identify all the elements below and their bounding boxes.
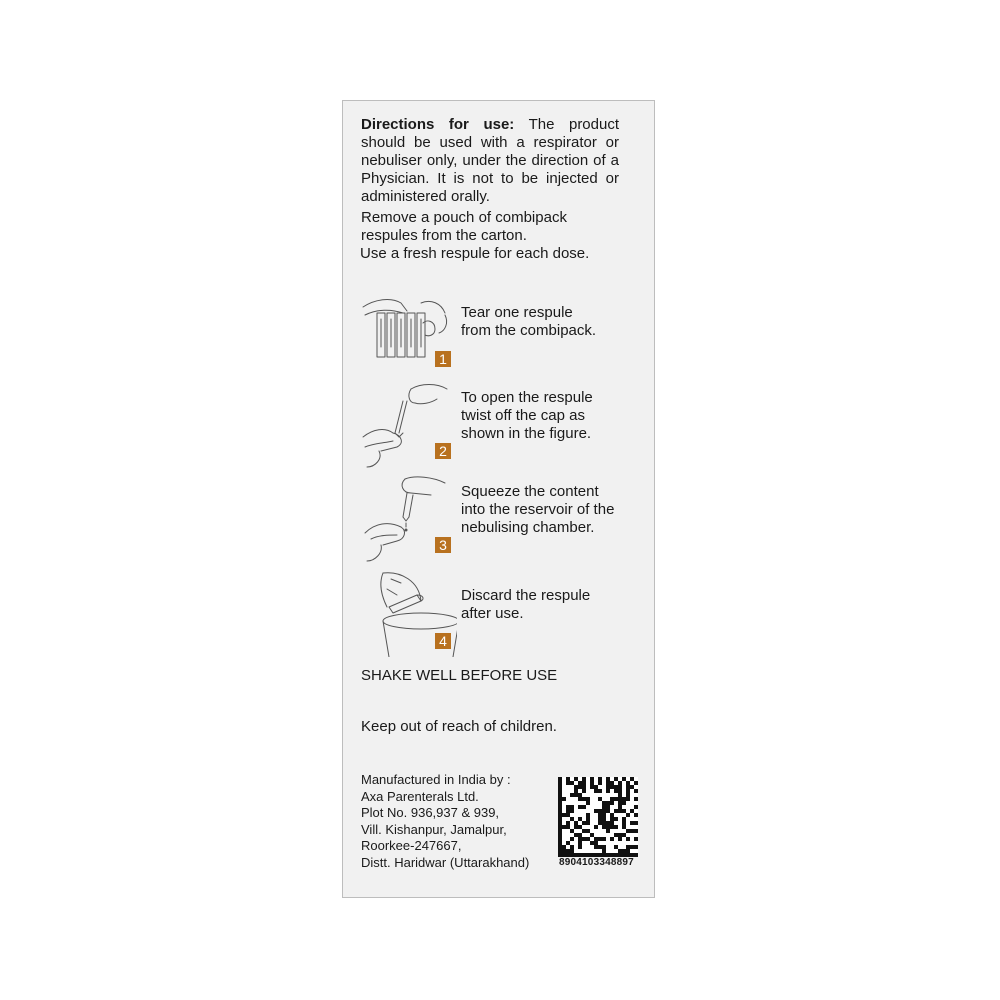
- manufacturer-line-3: Plot No. 936,937 & 939,: [361, 805, 500, 820]
- step-2-line-3: shown in the figure.: [461, 425, 592, 442]
- manufacturer-line-5: Roorkee-247667,: [361, 838, 462, 853]
- directions-text: The product should be used with a respirator or nebuliser only, under the direction of a Physician. It is not to be injected or administered orally.: [361, 116, 620, 205]
- step-2: [361, 381, 641, 481]
- barcode-number: 8904103348897: [559, 857, 634, 868]
- manufacturer-line-2: Axa Parenterals Ltd.: [361, 788, 479, 804]
- step-3-text: [461, 483, 641, 537]
- step-3: [361, 473, 641, 573]
- data-matrix-code: [558, 777, 638, 857]
- step-1-line-1: Tear one respule: [461, 304, 573, 321]
- remove-pouch-text: Remove a pouch of combipack respules from the carton.: [361, 209, 567, 244]
- step-4: [361, 567, 641, 667]
- step-2-number-badge: 2: [435, 443, 451, 459]
- step-3-number-badge: 3: [435, 537, 451, 553]
- manufacturer-address: [361, 772, 561, 871]
- step-3-line-3: nebulising chamber.: [461, 519, 595, 536]
- step-2-text: [461, 389, 641, 443]
- directions-paragraph: [361, 116, 619, 206]
- step-3-line-2: into the reservoir of the: [461, 501, 615, 518]
- step-1-line-2: from the combipack.: [461, 322, 597, 339]
- manufacturer-line-1: Manufactured in India by :: [361, 772, 511, 787]
- manufacturer-line-6: Distt. Haridwar (Uttarakhand): [361, 854, 530, 870]
- step-4-line-1: Discard the respule: [461, 587, 591, 604]
- step-2-line-2: twist off the cap as: [461, 407, 585, 424]
- fresh-respule-text: Use a fresh respule for each dose.: [360, 245, 590, 262]
- step-4-text: [461, 587, 641, 623]
- step-1: [361, 289, 641, 389]
- step-3-line-1: Squeeze the content: [461, 483, 599, 500]
- step-1-number-badge: 1: [435, 351, 451, 367]
- directions-section: [361, 116, 619, 263]
- step-2-line-1: To open the respule: [461, 389, 593, 406]
- directions-heading: Directions for use:: [361, 116, 515, 133]
- step-4-line-2: after use.: [461, 605, 524, 622]
- carton-panel: [342, 100, 655, 898]
- step-4-number-badge: 4: [435, 633, 451, 649]
- manufacturer-line-4: Vill. Kishanpur, Jamalpur,: [361, 821, 507, 837]
- shake-well-text: SHAKE WELL BEFORE USE: [361, 667, 558, 684]
- keep-out-of-reach-text: Keep out of reach of children.: [361, 718, 557, 735]
- step-1-text: [461, 304, 641, 340]
